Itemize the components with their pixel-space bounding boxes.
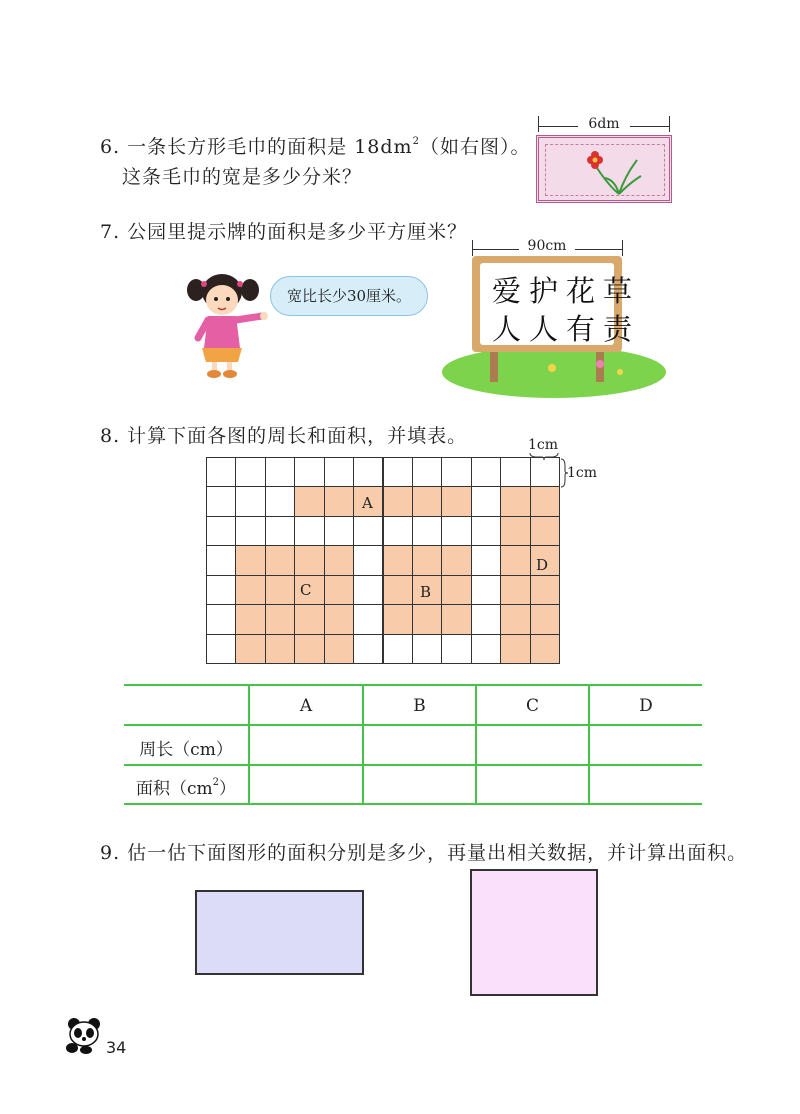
grid-cell-shaded <box>441 486 471 516</box>
grid-cell-shaded <box>235 575 265 605</box>
grid-cell-shaded <box>500 545 530 575</box>
grid-cell <box>471 634 501 664</box>
grid-cell <box>265 457 295 487</box>
answer-area-d[interactable] <box>590 766 702 803</box>
unit-height-label: 1cm <box>567 465 598 481</box>
grid-cell-shaded <box>412 545 442 575</box>
grid-cell-shaded <box>235 545 265 575</box>
grid-cell <box>206 516 236 546</box>
area-label-sup: 2 <box>212 777 220 788</box>
grid-cell-shaded <box>530 634 560 664</box>
sign-dim-label: 90cm <box>519 238 575 254</box>
area-label-text: 面积（cm <box>135 779 213 799</box>
area-label-suffix: ） <box>219 779 237 799</box>
rectangle-shape <box>195 890 364 975</box>
table-header-b: B <box>413 696 426 716</box>
grid-cell <box>412 457 442 487</box>
grid-cell <box>265 516 295 546</box>
grid-cell-shaded <box>235 604 265 634</box>
answer-perimeter-b[interactable] <box>364 726 475 764</box>
grid-cell-shaded <box>265 604 295 634</box>
answer-table <box>124 684 702 806</box>
grid-cell-shaded <box>441 545 471 575</box>
grid-cell <box>441 634 471 664</box>
table-header-a: A <box>299 696 313 716</box>
grid-cell-shaded <box>294 545 324 575</box>
answer-perimeter-a[interactable] <box>250 726 362 764</box>
grid-cell-shaded <box>500 604 530 634</box>
unit-width-label: 1cm <box>528 437 559 453</box>
grid-cell <box>206 457 236 487</box>
grid-cell-shaded <box>530 575 560 605</box>
sign-line2: 人人有责 <box>492 312 641 346</box>
q6-line1-suffix: （如右图）。 <box>419 136 531 158</box>
q9-text: 9. 估一估下面图形的面积分别是多少，再量出相关数据，并计算出面积。 <box>100 842 748 864</box>
panda-icon <box>64 1016 104 1056</box>
grid-cell <box>353 634 383 664</box>
grid-cell <box>294 516 324 546</box>
sign-dim-tick-right <box>622 240 623 256</box>
grid-cell <box>206 575 236 605</box>
q6-line1 <box>100 132 530 159</box>
q6-line1-text: 6. 一条长方形毛巾的面积是 18dm <box>100 136 413 158</box>
grid-cell <box>383 516 413 546</box>
grid-cell <box>471 545 501 575</box>
table-header-c: C <box>525 696 539 716</box>
grid-cell <box>353 604 383 634</box>
grid-cell <box>206 486 236 516</box>
grid-cell-shaded <box>294 634 324 664</box>
grid-cell-shaded <box>265 575 295 605</box>
small-flowers-icon <box>540 358 630 382</box>
answer-area-b[interactable] <box>364 766 475 803</box>
table-row-perimeter-label: 周长（cm） <box>139 740 233 760</box>
grid-cell <box>206 604 236 634</box>
towel-image <box>536 135 672 203</box>
grid-cell-shaded <box>412 486 442 516</box>
grid-cell-shaded <box>383 604 413 634</box>
grid-cell-shaded <box>500 634 530 664</box>
grid-cell-shaded <box>324 545 354 575</box>
grid-cell <box>294 457 324 487</box>
grid-cell <box>471 457 501 487</box>
grid-cell-shaded <box>530 604 560 634</box>
grid-cell <box>235 516 265 546</box>
grid-cell <box>412 634 442 664</box>
grid-cell-shaded <box>500 575 530 605</box>
q7-text: 7. 公园里提示牌的面积是多少平方厘米？ <box>100 221 468 243</box>
grid-cell <box>353 516 383 546</box>
grid-cell <box>353 545 383 575</box>
q6-line2: 这条毛巾的宽是多少分米？ <box>122 166 363 188</box>
grid-cell-shaded <box>265 545 295 575</box>
grid-cell <box>412 516 442 546</box>
page-number: 34 <box>106 1038 127 1057</box>
grid-cell <box>206 634 236 664</box>
towel-dim-label: 6dm <box>578 116 630 132</box>
grid-cell <box>471 604 501 634</box>
grid-cell-shaded <box>324 634 354 664</box>
girl-illustration <box>178 268 268 380</box>
grid-cell-shaded <box>324 575 354 605</box>
grid-cell <box>471 516 501 546</box>
square-shape <box>470 869 598 996</box>
sign-board <box>472 256 641 352</box>
sign-panel <box>480 263 641 346</box>
grid-cell-shaded <box>412 604 442 634</box>
flower-icon <box>575 146 645 198</box>
answer-perimeter-d[interactable] <box>590 726 702 764</box>
grid-cell <box>441 516 471 546</box>
towel-dim-tick-right <box>669 116 670 132</box>
towel-dim-tick-left <box>538 116 539 132</box>
grid-cell <box>324 516 354 546</box>
grid-cell-shaded <box>265 634 295 664</box>
grid-cell-shaded <box>383 575 413 605</box>
grid-cell-shaded <box>294 604 324 634</box>
grid-cell <box>471 575 501 605</box>
region-label-d: D <box>536 556 549 574</box>
grid-cell-shaded <box>441 575 471 605</box>
square-grid <box>206 457 559 663</box>
region-label-a: A <box>362 494 373 512</box>
region-label-b: B <box>420 583 432 601</box>
grid-cell <box>530 457 560 487</box>
table-line-top <box>124 684 702 686</box>
grid-cell <box>471 486 501 516</box>
grid-cell <box>383 457 413 487</box>
table-line-bottom <box>124 803 702 805</box>
grid-cell-shaded <box>500 516 530 546</box>
grid-cell <box>353 457 383 487</box>
grid-cell-shaded <box>383 545 413 575</box>
q8-text: 8. 计算下面各图的周长和面积，并填表。 <box>100 425 468 447</box>
grid-cell <box>206 545 236 575</box>
speech-bubble: 宽比长少30厘米。 <box>270 276 428 316</box>
region-label-c: C <box>300 581 312 599</box>
grid-cell-shaded <box>530 516 560 546</box>
grid-cell-shaded <box>324 604 354 634</box>
grid-cell <box>324 457 354 487</box>
q6-sup: 2 <box>412 136 420 147</box>
answer-perimeter-c[interactable] <box>477 726 588 764</box>
grid-cell <box>383 634 413 664</box>
grid-cell-shaded <box>235 634 265 664</box>
sign-dim-tick-left <box>472 240 473 256</box>
sign-line1: 爱护花草 <box>492 274 641 308</box>
grid-cell <box>441 457 471 487</box>
grid-cell-shaded <box>441 604 471 634</box>
grid-cell-shaded <box>383 486 413 516</box>
grid-cell <box>235 457 265 487</box>
grid-cell-shaded <box>530 486 560 516</box>
grid-cell <box>235 486 265 516</box>
grid-cell <box>353 575 383 605</box>
grid-cell <box>500 457 530 487</box>
answer-area-a[interactable] <box>250 766 362 803</box>
grid-cell <box>265 486 295 516</box>
answer-area-c[interactable] <box>477 766 588 803</box>
grid-cell-shaded <box>294 486 324 516</box>
grid-cell-shaded <box>500 486 530 516</box>
grid-cell-shaded <box>324 486 354 516</box>
table-header-d: D <box>639 696 653 716</box>
table-row-area-label <box>124 774 248 799</box>
